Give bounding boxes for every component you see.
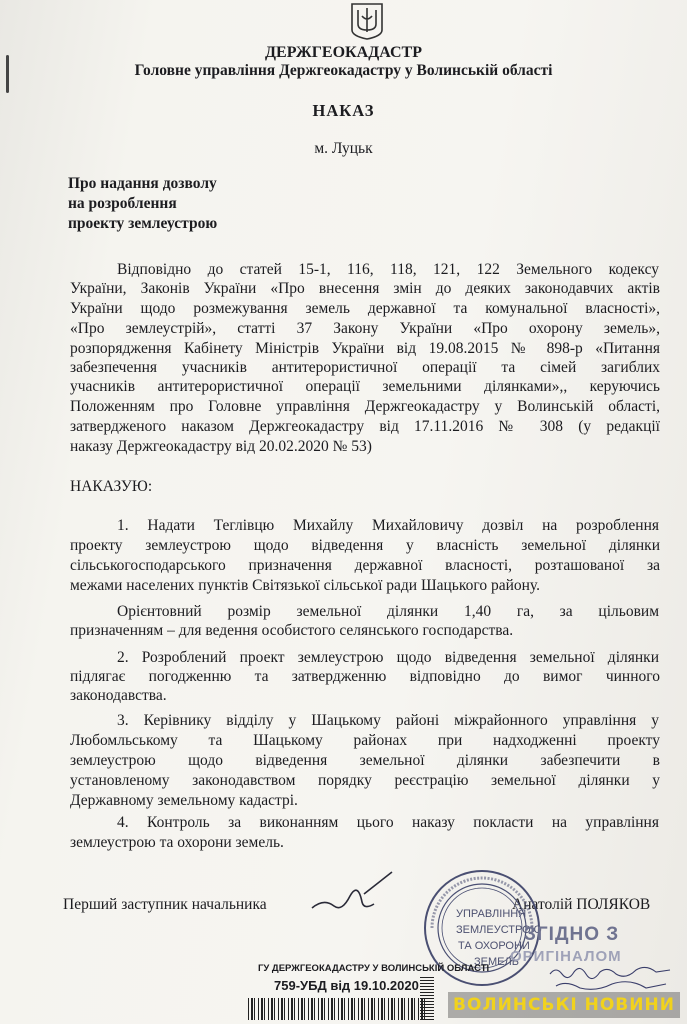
registration-office: ГУ ДЕРЖГЕОКАДАСТРУ У ВОЛИНСЬКІЙ ОБЛАСТІ bbox=[258, 963, 490, 974]
item-2-line: підлягає погодженню та затвердженню відповідно до вимог чинного bbox=[70, 668, 660, 685]
trident-emblem-icon bbox=[348, 0, 386, 40]
item-2-line: 2. Розроблений проект землеустрою щодо відведення земельної ділянки bbox=[117, 649, 659, 666]
item-1-area-line: Орієнтовний розмір земельної ділянки 1,40 га, за цільовим bbox=[117, 603, 659, 620]
item-3-line: установленому законодавством порядку реєстрацію земельної ділянки у bbox=[70, 772, 660, 789]
item-4-line: 4. Контроль за виконанням цього наказу покласти на управління bbox=[117, 814, 659, 831]
document-type: НАКАЗ bbox=[312, 101, 375, 120]
signer-position: Перший заступник начальника bbox=[63, 896, 267, 913]
item-1-line: межами населених пунктів Світязької сільської ради Шацького району. bbox=[70, 577, 540, 594]
item-1-line: 1. Надати Теглівцю Михайлу Михайловичу дозвіл на розроблення bbox=[117, 517, 659, 534]
preamble-line: забезпечення учасників антитерористичної операції та сімей загиблих bbox=[70, 359, 660, 376]
stamp-text: ЗЕМЕЛЬ bbox=[474, 956, 519, 968]
preamble-line: затвердженого наказом Держгеокадастру від 17.11.2016 № 308 (у редакції bbox=[70, 418, 660, 435]
item-3-line: землеустрою щодо відведення земельної ділянки забезпечити в bbox=[70, 752, 660, 769]
item-3-line: Державному земельному кадастрі. bbox=[70, 792, 298, 809]
barcode bbox=[248, 998, 428, 1020]
item-1-line: проекту землеустрою щодо відведення у власність земельної ділянки bbox=[70, 537, 660, 554]
preamble-line: України, Законів України «Про внесення змін до деяких законодавчих актів bbox=[70, 280, 660, 297]
signature-scribble bbox=[304, 868, 404, 916]
preamble-line: учасників антитерористичної операції земельними ділянками»,, керуючись bbox=[70, 378, 660, 395]
handwritten-note bbox=[546, 958, 676, 992]
preamble-line: розпорядження Кабінету Міністрів України від 19.08.2015 № 898-р «Питання bbox=[70, 340, 660, 357]
preamble-line: Відповідно до статей 15-1, 116, 118, 121, 122 Земельного кодексу bbox=[117, 261, 659, 278]
signer-name: Анатолій ПОЛЯКОВ bbox=[512, 896, 651, 913]
agency-name: ДЕРЖГЕОКАДАСТР bbox=[265, 44, 422, 61]
stamp-text: ТА ОХОРОНИ bbox=[458, 940, 530, 952]
order-word: НАКАЗУЮ: bbox=[70, 478, 153, 495]
subject-line: на розроблення bbox=[68, 195, 177, 212]
preamble-line: «Про землеустрій», статті 37 Закону України «Про охорону земель», bbox=[70, 320, 660, 337]
item-1-area-line: призначенням – для ведення особистого селянського господарства. bbox=[70, 622, 514, 639]
item-2-line: законодавства. bbox=[70, 687, 167, 704]
barcode-side bbox=[420, 976, 434, 1020]
item-3-line: 3. Керівнику відділу у Шацькому районі міжрайонного управління у bbox=[117, 712, 659, 729]
subject-line: Про надання дозволу bbox=[68, 175, 217, 192]
preamble-line: Положенням про Головне управління Держгеокадастру у Волинській області, bbox=[70, 398, 660, 415]
item-3-line: Любомльському та Шацькому районах при надходженні проекту bbox=[70, 732, 660, 749]
item-1-line: сільськогосподарського призначення державної власності, розташованої за bbox=[70, 557, 660, 574]
registration-number: 759-УБД від 19.10.2020 bbox=[274, 978, 419, 993]
true-copy-stamp: ЗГІДНО З bbox=[524, 924, 620, 945]
preamble-line: України щодо розмежування земель державної та комунальної власності», bbox=[70, 300, 660, 317]
news-watermark: ВОЛИНСЬКІ НОВИНИ bbox=[448, 992, 680, 1018]
preamble-line: наказу Держгеокадастру від 20.02.2020 № 53) bbox=[70, 438, 372, 455]
item-4-line: землеустрою та охорони земель. bbox=[70, 834, 284, 851]
city: м. Луцьк bbox=[314, 140, 373, 157]
subject-line: проекту землеустрою bbox=[68, 215, 218, 232]
stamp-text: ЗЕМЛЕУСТРОЮ bbox=[456, 924, 542, 936]
department-name: Головне управління Держгеокадастру у Волинській області bbox=[134, 62, 553, 79]
stamp-text: УПРАВЛІННЯ bbox=[456, 908, 527, 920]
true-copy-stamp: ОРИГІНАЛОМ bbox=[510, 948, 622, 965]
